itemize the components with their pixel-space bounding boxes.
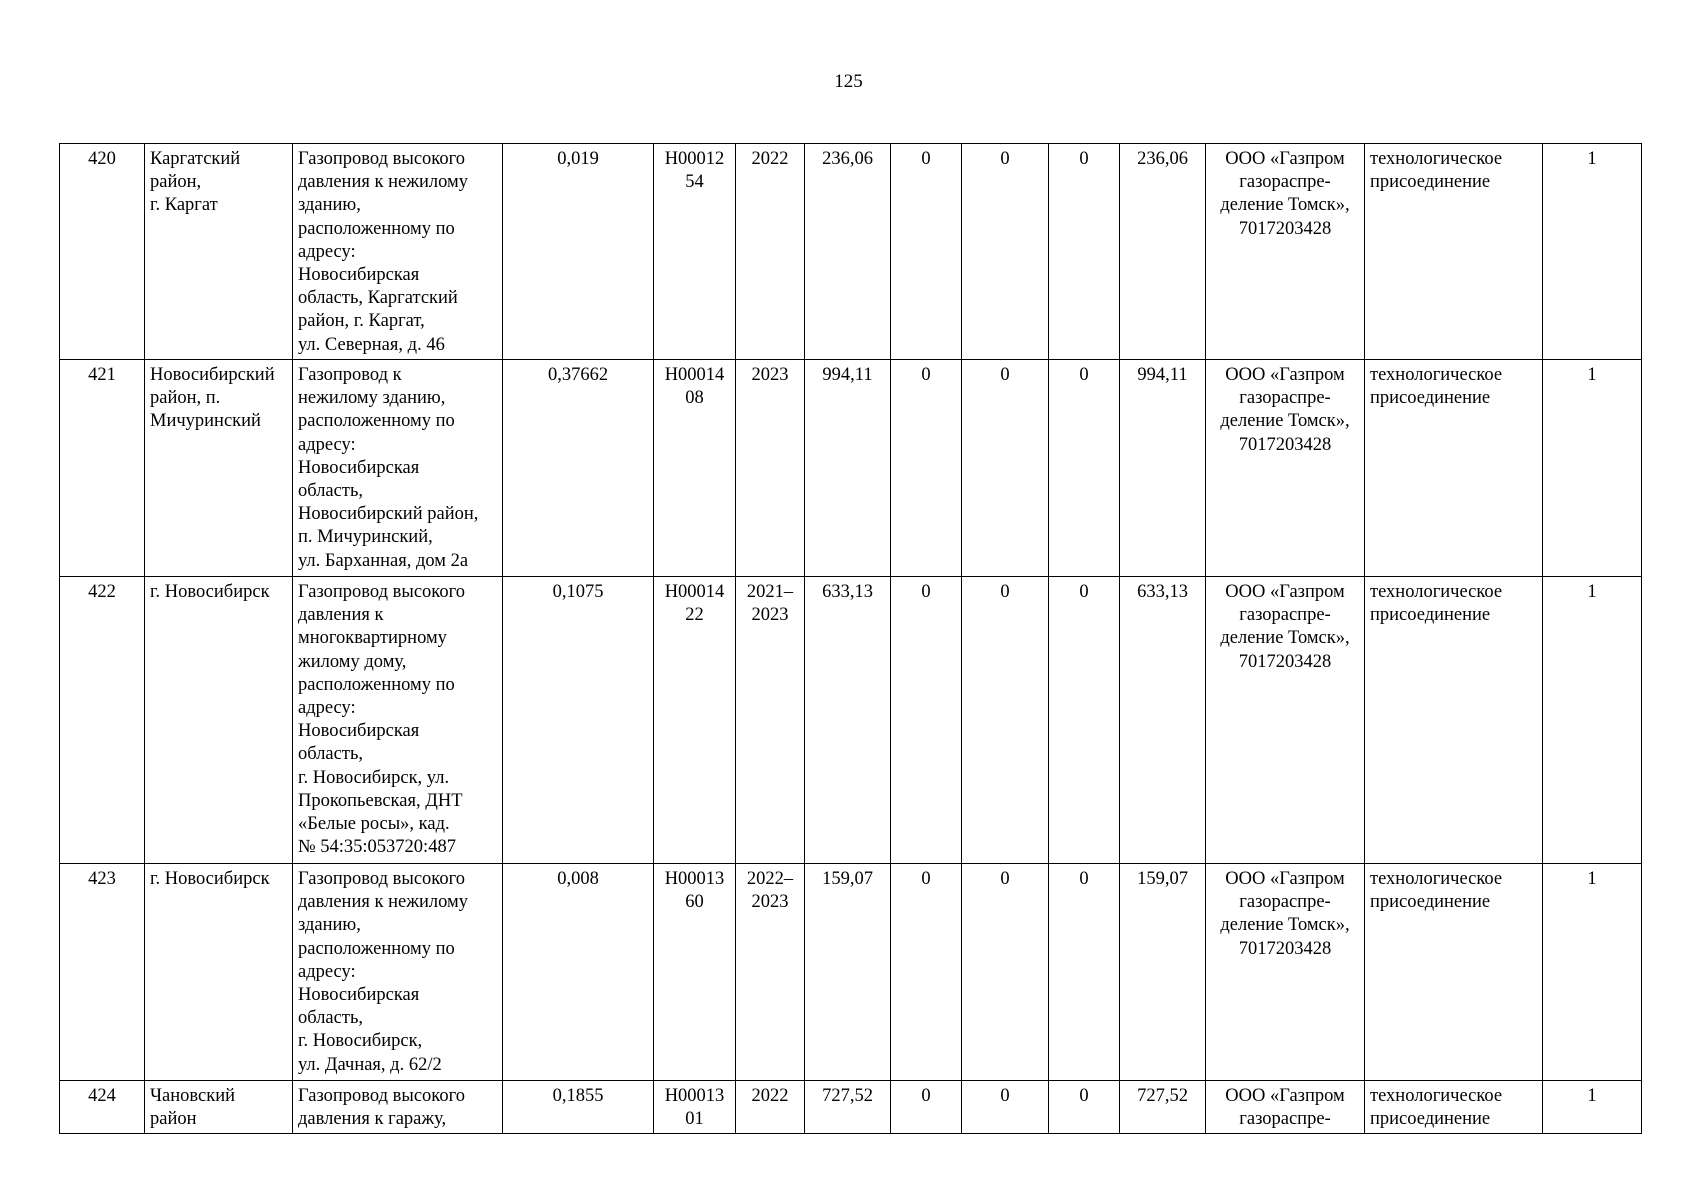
length-cell: 0,008 — [503, 864, 654, 1081]
count-cell: 1 — [1543, 144, 1642, 360]
value-cell: 0 — [891, 144, 962, 360]
value-cell: 0 — [891, 1081, 962, 1134]
value-cell: 0 — [962, 577, 1049, 864]
location-cell: Чановский район — [145, 1081, 293, 1134]
value-cell: 0 — [1049, 577, 1120, 864]
code-cell: Н00013 60 — [654, 864, 736, 1081]
total-cell: 236,06 — [805, 144, 891, 360]
object-description-cell: Газопровод высокого давления к многоквартирному жилому дому, расположенному по адресу: Новосибирская область, г. Новосибирск, ул. Прокопьевская, ДНТ «Белые росы», кад. № 54:35:053720:487 — [293, 577, 503, 864]
value-cell: 0 — [962, 360, 1049, 577]
length-cell: 0,1075 — [503, 577, 654, 864]
object-description-cell: Газопровод высокого давления к нежилому зданию, расположенному по адресу: Новосибирская область, Каргатский район, г. Каргат, ул. Северная, д. 46 — [293, 144, 503, 360]
object-description-cell: Газопровод высокого давления к нежилому зданию, расположенному по адресу: Новосибирская область, г. Новосибирск, ул. Дачная, д. 62/2 — [293, 864, 503, 1081]
value-cell: 994,11 — [1120, 360, 1206, 577]
purpose-cell: технологическое присоединение — [1365, 577, 1543, 864]
object-description-cell: Газопровод высокого давления к гаражу, — [293, 1081, 503, 1134]
table-row — [60, 577, 1642, 864]
value-cell: 236,06 — [1120, 144, 1206, 360]
value-cell: 0 — [962, 144, 1049, 360]
object-description-cell: Газопровод к нежилому зданию, расположенному по адресу: Новосибирская область, Новосибирский район, п. Мичуринский, ул. Барханная, дом 2а — [293, 360, 503, 577]
row-number: 421 — [60, 360, 145, 577]
value-cell: 0 — [891, 864, 962, 1081]
length-cell: 0,1855 — [503, 1081, 654, 1134]
row-number: 420 — [60, 144, 145, 360]
code-cell: Н00014 22 — [654, 577, 736, 864]
code-cell: Н00014 08 — [654, 360, 736, 577]
infrastructure-table — [59, 143, 1642, 1134]
value-cell: 633,13 — [1120, 577, 1206, 864]
organization-cell: ООО «Газпром газораспре- деление Томск», 7017203428 — [1206, 864, 1365, 1081]
table-row — [60, 360, 1642, 577]
row-number: 423 — [60, 864, 145, 1081]
code-cell: Н00012 54 — [654, 144, 736, 360]
count-cell: 1 — [1543, 577, 1642, 864]
page-number: 125 — [834, 71, 863, 92]
purpose-cell: технологическое присоединение — [1365, 864, 1543, 1081]
location-cell: г. Новосибирск — [145, 577, 293, 864]
years-cell: 2021– 2023 — [736, 577, 805, 864]
length-cell: 0,019 — [503, 144, 654, 360]
value-cell: 0 — [891, 577, 962, 864]
total-cell: 994,11 — [805, 360, 891, 577]
years-cell: 2022– 2023 — [736, 864, 805, 1081]
count-cell: 1 — [1543, 1081, 1642, 1134]
table-row — [60, 864, 1642, 1081]
purpose-cell: технологическое присоединение — [1365, 360, 1543, 577]
value-cell: 0 — [1049, 1081, 1120, 1134]
purpose-cell: технологическое присоединение — [1365, 1081, 1543, 1134]
total-cell: 633,13 — [805, 577, 891, 864]
value-cell: 0 — [1049, 144, 1120, 360]
years-cell: 2022 — [736, 1081, 805, 1134]
organization-cell: ООО «Газпром газораспре- — [1206, 1081, 1365, 1134]
value-cell: 0 — [1049, 864, 1120, 1081]
row-number: 422 — [60, 577, 145, 864]
value-cell: 0 — [1049, 360, 1120, 577]
count-cell: 1 — [1543, 360, 1642, 577]
total-cell: 727,52 — [805, 1081, 891, 1134]
total-cell: 159,07 — [805, 864, 891, 1081]
years-cell: 2023 — [736, 360, 805, 577]
table-row — [60, 144, 1642, 360]
table-row — [60, 1081, 1642, 1134]
organization-cell: ООО «Газпром газораспре- деление Томск», 7017203428 — [1206, 360, 1365, 577]
location-cell: г. Новосибирск — [145, 864, 293, 1081]
value-cell: 0 — [962, 864, 1049, 1081]
years-cell: 2022 — [736, 144, 805, 360]
value-cell: 159,07 — [1120, 864, 1206, 1081]
organization-cell: ООО «Газпром газораспре- деление Томск», 7017203428 — [1206, 577, 1365, 864]
organization-cell: ООО «Газпром газораспре- деление Томск», 7017203428 — [1206, 144, 1365, 360]
value-cell: 727,52 — [1120, 1081, 1206, 1134]
location-cell: Новосибирский район, п. Мичуринский — [145, 360, 293, 577]
value-cell: 0 — [891, 360, 962, 577]
count-cell: 1 — [1543, 864, 1642, 1081]
length-cell: 0,37662 — [503, 360, 654, 577]
row-number: 424 — [60, 1081, 145, 1134]
value-cell: 0 — [962, 1081, 1049, 1134]
code-cell: Н00013 01 — [654, 1081, 736, 1134]
location-cell: Каргатский район, г. Каргат — [145, 144, 293, 360]
purpose-cell: технологическое присоединение — [1365, 144, 1543, 360]
